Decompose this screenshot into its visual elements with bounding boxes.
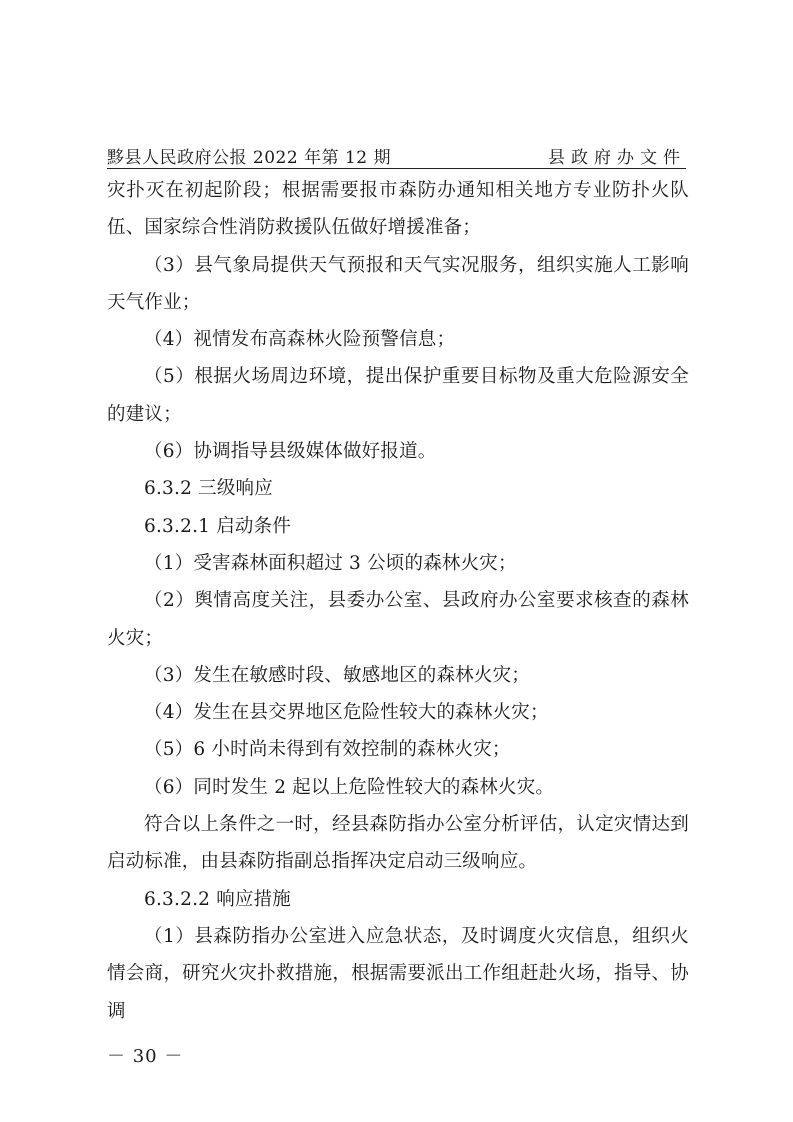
page-header: [107, 138, 686, 168]
condition-item-1: （1）受害森林面积超过 3 公顷的森林火灾；: [144, 552, 517, 574]
paragraph-item-6: （6）协调指导县级媒体做好报道。: [144, 441, 437, 463]
page-number: － 30 －: [107, 1046, 184, 1067]
document-body: [107, 172, 689, 1030]
condition-item-6: （6）同时发生 2 起以上危险性较大的森林火灾。: [144, 776, 555, 798]
header-rule: [107, 168, 686, 169]
paragraph-item-5: （5）根据火场周边环境，提出保护重要目标物及重大危险源安全的建议；: [107, 366, 689, 425]
paragraph-activation-rule: 符合以上条件之一时，经县森防指办公室分析评估，认定灾情达到启动标准，由县森防指副总指挥决定启动三级响应。: [107, 814, 689, 873]
condition-item-2: （2）舆情高度关注，县委办公室、县政府办公室要求核查的森林火灾；: [107, 590, 689, 649]
condition-item-5: （5）6 小时尚未得到有效控制的森林火灾；: [144, 739, 511, 761]
paragraph-continuation: 灾扑灭在初起阶段；根据需要报市森防办通知相关地方专业防扑火队伍、国家综合性消防救援队伍做好增援准备；: [107, 180, 689, 239]
paragraph-item-4: （4）视情发布高森林火险预警信息；: [144, 329, 456, 351]
section-heading-6-3-2-2: 6.3.2.2 响应措施: [144, 888, 292, 910]
measure-item-1: （1）县森防指办公室进入应急状态，及时调度火灾信息，组织火情会商，研究火灾扑救措施，根据需要派出工作组赶赴火场，指导、协调: [107, 925, 689, 1022]
section-heading-6-3-2: 6.3.2 三级响应: [144, 478, 273, 500]
gazette-title: 黟县人民政府公报 2022 年第 12 期: [107, 148, 392, 168]
document-category-label: 县政府办文件: [548, 148, 686, 168]
condition-item-4: （4）发生在县交界地区危险性较大的森林火灾；: [144, 702, 549, 724]
paragraph-item-3: （3）县气象局提供天气预报和天气实况服务，组织实施人工影响天气作业；: [107, 254, 689, 313]
condition-item-3: （3）发生在敏感时段、敏感地区的森林火灾；: [144, 664, 530, 686]
section-heading-6-3-2-1: 6.3.2.1 启动条件: [144, 515, 292, 537]
document-category: [548, 143, 686, 168]
